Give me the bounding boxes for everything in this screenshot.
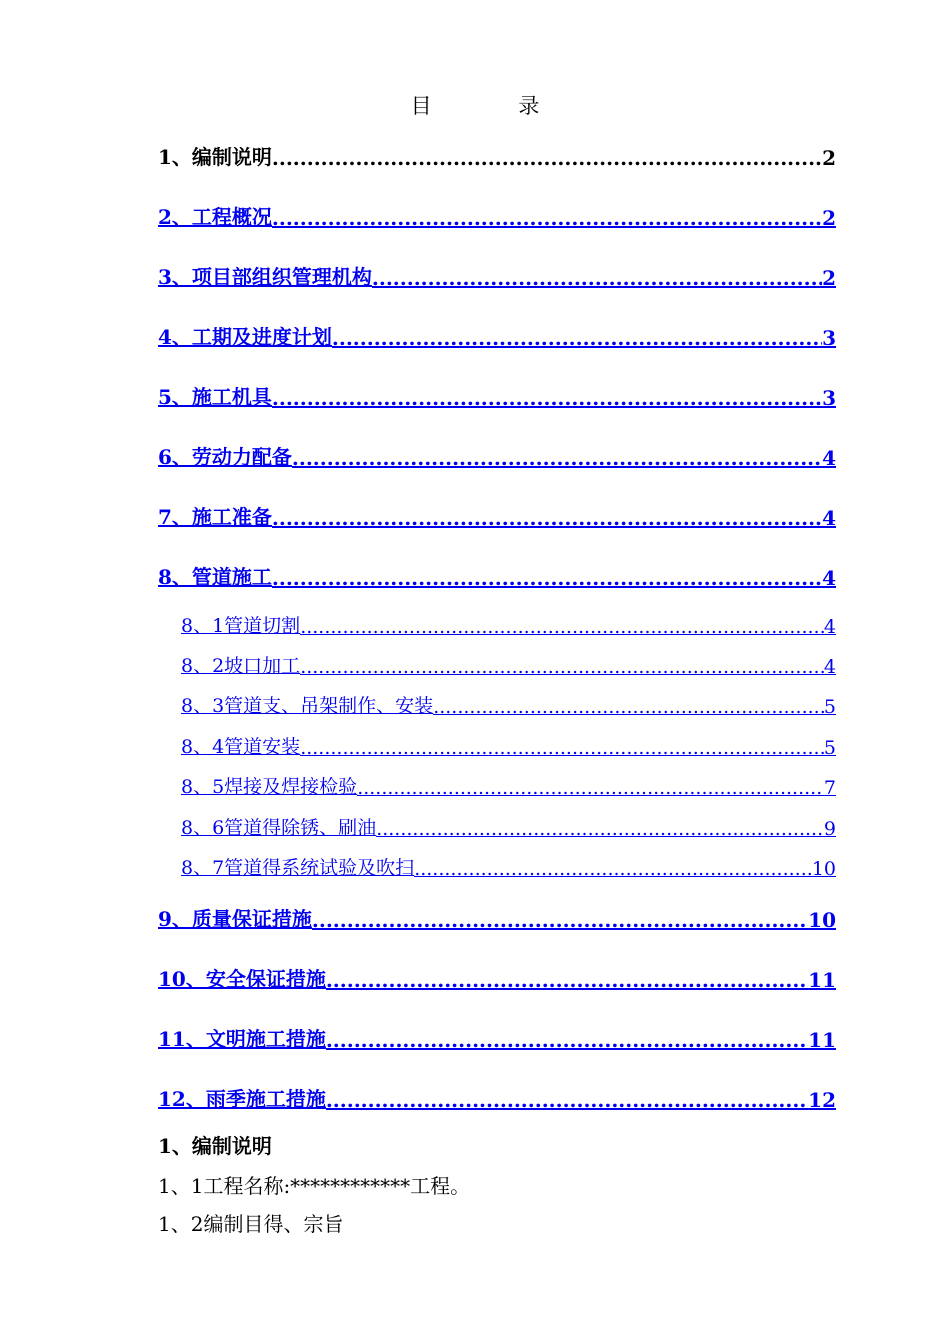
toc-entry-label: 8、6管道得除锈、刷油 <box>181 817 377 839</box>
toc-leader-dots <box>272 146 822 170</box>
toc-entry[interactable] <box>158 380 836 410</box>
toc-entry-page: 4 <box>822 566 836 590</box>
toc-entry-label: 5、施工机具 <box>158 385 272 409</box>
toc-entry-page: 2 <box>822 146 836 170</box>
toc-entry[interactable] <box>158 200 836 230</box>
toc-leader-dots <box>272 506 822 530</box>
toc-entry-label: 10、安全保证措施 <box>158 967 326 991</box>
toc-entry-label: 9、质量保证措施 <box>158 907 312 931</box>
toc-entry-label: 8、7管道得系统试验及吹扫 <box>181 857 415 879</box>
toc-entry-label: 8、4管道安装 <box>181 736 301 758</box>
toc-entry[interactable] <box>181 852 836 880</box>
toc-leader-dots <box>357 777 824 799</box>
toc-entry-label: 8、管道施工 <box>158 565 272 589</box>
toc-entry[interactable] <box>158 902 836 932</box>
toc-leader-dots <box>326 1088 808 1112</box>
toc-entry-page: 2 <box>822 206 836 230</box>
toc-entry-label: 3、项目部组织管理机构 <box>158 265 372 289</box>
toc-entry-label: 8、5焊接及焊接检验 <box>181 776 358 798</box>
section-heading: 1、编制说明 <box>158 1134 272 1158</box>
toc-entry-label: 2、工程概况 <box>158 205 272 229</box>
toc-title: 目 录 <box>410 94 580 118</box>
body-line: 1、1工程名称:************工程。 <box>158 1174 471 1198</box>
toc-entry[interactable] <box>158 962 836 992</box>
toc-entry-page: 4 <box>822 506 836 530</box>
toc-leader-dots <box>326 968 808 992</box>
toc-leader-dots <box>376 818 824 840</box>
toc-leader-dots <box>272 206 822 230</box>
toc-leader-dots <box>433 696 824 718</box>
toc-entry-label: 8、1管道切割 <box>181 615 301 637</box>
toc-entry-page: 9 <box>823 818 836 840</box>
toc-entry-page: 7 <box>823 777 836 799</box>
toc-entry-page: 2 <box>822 266 836 290</box>
toc-entry-page: 11 <box>808 968 836 992</box>
toc-entry[interactable] <box>181 812 836 840</box>
toc-entry-page: 11 <box>808 1028 836 1052</box>
toc-entry-page: 5 <box>823 737 836 759</box>
toc-entry[interactable] <box>181 650 836 678</box>
toc-leader-dots <box>300 616 824 638</box>
toc-entry-label: 6、劳动力配备 <box>158 445 292 469</box>
toc-entry-label: 1、编制说明 <box>158 145 272 169</box>
toc-entry-page: 10 <box>808 908 836 932</box>
toc-entry[interactable] <box>158 560 836 590</box>
toc-entry[interactable] <box>181 690 836 718</box>
toc-entry-label: 4、工期及进度计划 <box>158 325 332 349</box>
toc-entry-label: 8、2坡口加工 <box>181 655 301 677</box>
toc-entry[interactable] <box>181 731 836 759</box>
toc-entry-label: 11、文明施工措施 <box>158 1027 326 1051</box>
toc-entry-page: 4 <box>823 656 836 678</box>
toc-entry[interactable] <box>158 440 836 470</box>
toc-entry-page: 4 <box>822 446 836 470</box>
toc-entry-label: 7、施工准备 <box>158 505 272 529</box>
toc-leader-dots <box>292 446 822 470</box>
toc-entry <box>158 140 836 170</box>
toc-entry-page: 10 <box>811 858 836 880</box>
toc-leader-dots <box>414 858 812 880</box>
body-line: 1、2编制目得、宗旨 <box>158 1212 344 1236</box>
toc-entry-page: 3 <box>822 326 836 350</box>
toc-leader-dots <box>300 737 824 759</box>
toc-entry[interactable] <box>158 500 836 530</box>
toc-entry-page: 4 <box>823 616 836 638</box>
toc-entry-label: 8、3管道支、吊架制作、安装 <box>181 695 434 717</box>
toc-leader-dots <box>272 566 822 590</box>
toc-leader-dots <box>372 266 822 290</box>
toc-leader-dots <box>326 1028 808 1052</box>
toc-entry-label: 12、雨季施工措施 <box>158 1087 326 1111</box>
toc-entry-page: 5 <box>823 696 836 718</box>
toc-entry[interactable] <box>158 260 836 290</box>
toc-leader-dots <box>332 326 822 350</box>
toc-leader-dots <box>300 656 824 678</box>
toc-entry[interactable] <box>181 610 836 638</box>
toc-entry[interactable] <box>158 320 836 350</box>
toc-entry-page: 3 <box>822 386 836 410</box>
toc-entry[interactable] <box>181 771 836 799</box>
toc-entry[interactable] <box>158 1022 836 1052</box>
toc-leader-dots <box>272 386 822 410</box>
toc-leader-dots <box>312 908 808 932</box>
toc-entry-page: 12 <box>808 1088 836 1112</box>
toc-entry[interactable] <box>158 1082 836 1112</box>
